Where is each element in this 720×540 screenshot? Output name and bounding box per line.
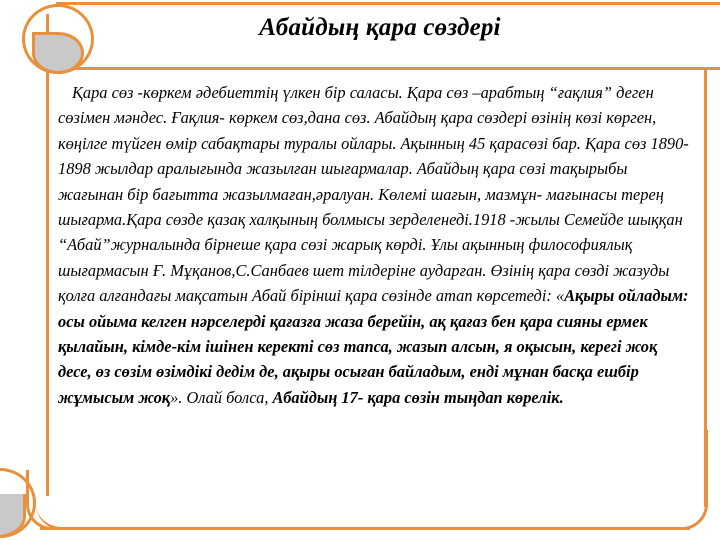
frame-left-rule [46,14,49,496]
slide-body-text [58,80,692,410]
frame-divider-rule [56,67,720,70]
body-paragraph-link: ». Олай болса, [170,387,273,407]
circle-ornament-bottom-left [0,468,36,540]
frame-bottom-rounded-corner [36,430,708,530]
slide-title: Абайдың қара сөздері [259,14,501,41]
frame-bottom-rule [40,527,690,530]
half-circle-fill-icon [0,494,26,538]
frame-top-rule [56,2,720,5]
body-paragraph-intro: Қара сөз -көркем әдебиеттің үлкен бір саласы. Қара сөз –арабтың “ғақлия” деген сөзімен мәндес. Ғақлия- көркем сөз,дана сөз. Абайдың қара сөздері өзінің көзі көрген, көңілге түйген өмір сабақтары туралы ойлары. Ақынның 45 қарасөзі бар. Қара сөз 1890-1898 жылдар аралығында жазылған шығармалар. Абайдың қара сөзі тақырыбы жағынан бір бағытта жазылмаған,әралуан. Көлемі шағын, мазмұн- мағынасы терең шығарма.Қара сөзде қазақ халқының болмысы зерделенеді.1918 -жылы Семейде шыққан “Абай”журналында бірнеше қара сөзі жарық көрді. Ұлы ақынның философиялық шығармасын Ғ. Мұқанов,С.Санбаев шет тілдеріне аударған. Өзінің қара сөзді жазуды қолға алғандағы мақсатын Абай бірінші қара сөзінде атап көрсетеді: « [58,83,689,306]
body-closing-bold: Абайдың 17- қара сөзін тыңдап көрелік. [272,387,564,407]
body-quote-bold: Ақыры ойладым: осы ойыма келген нәрселерді қағазға жаза берейін, ақ қағаз бен қара сияны ермек қылайын, кімде-кім ішінен керекті сөз тапса, жазып алсын, я оқысын, керегі жоқ десе, өз сөзім өзімдікі дедім де, ақыры осыған байладым, енді мұнан басқа ешбір жұмысым жоқ [58,286,689,407]
